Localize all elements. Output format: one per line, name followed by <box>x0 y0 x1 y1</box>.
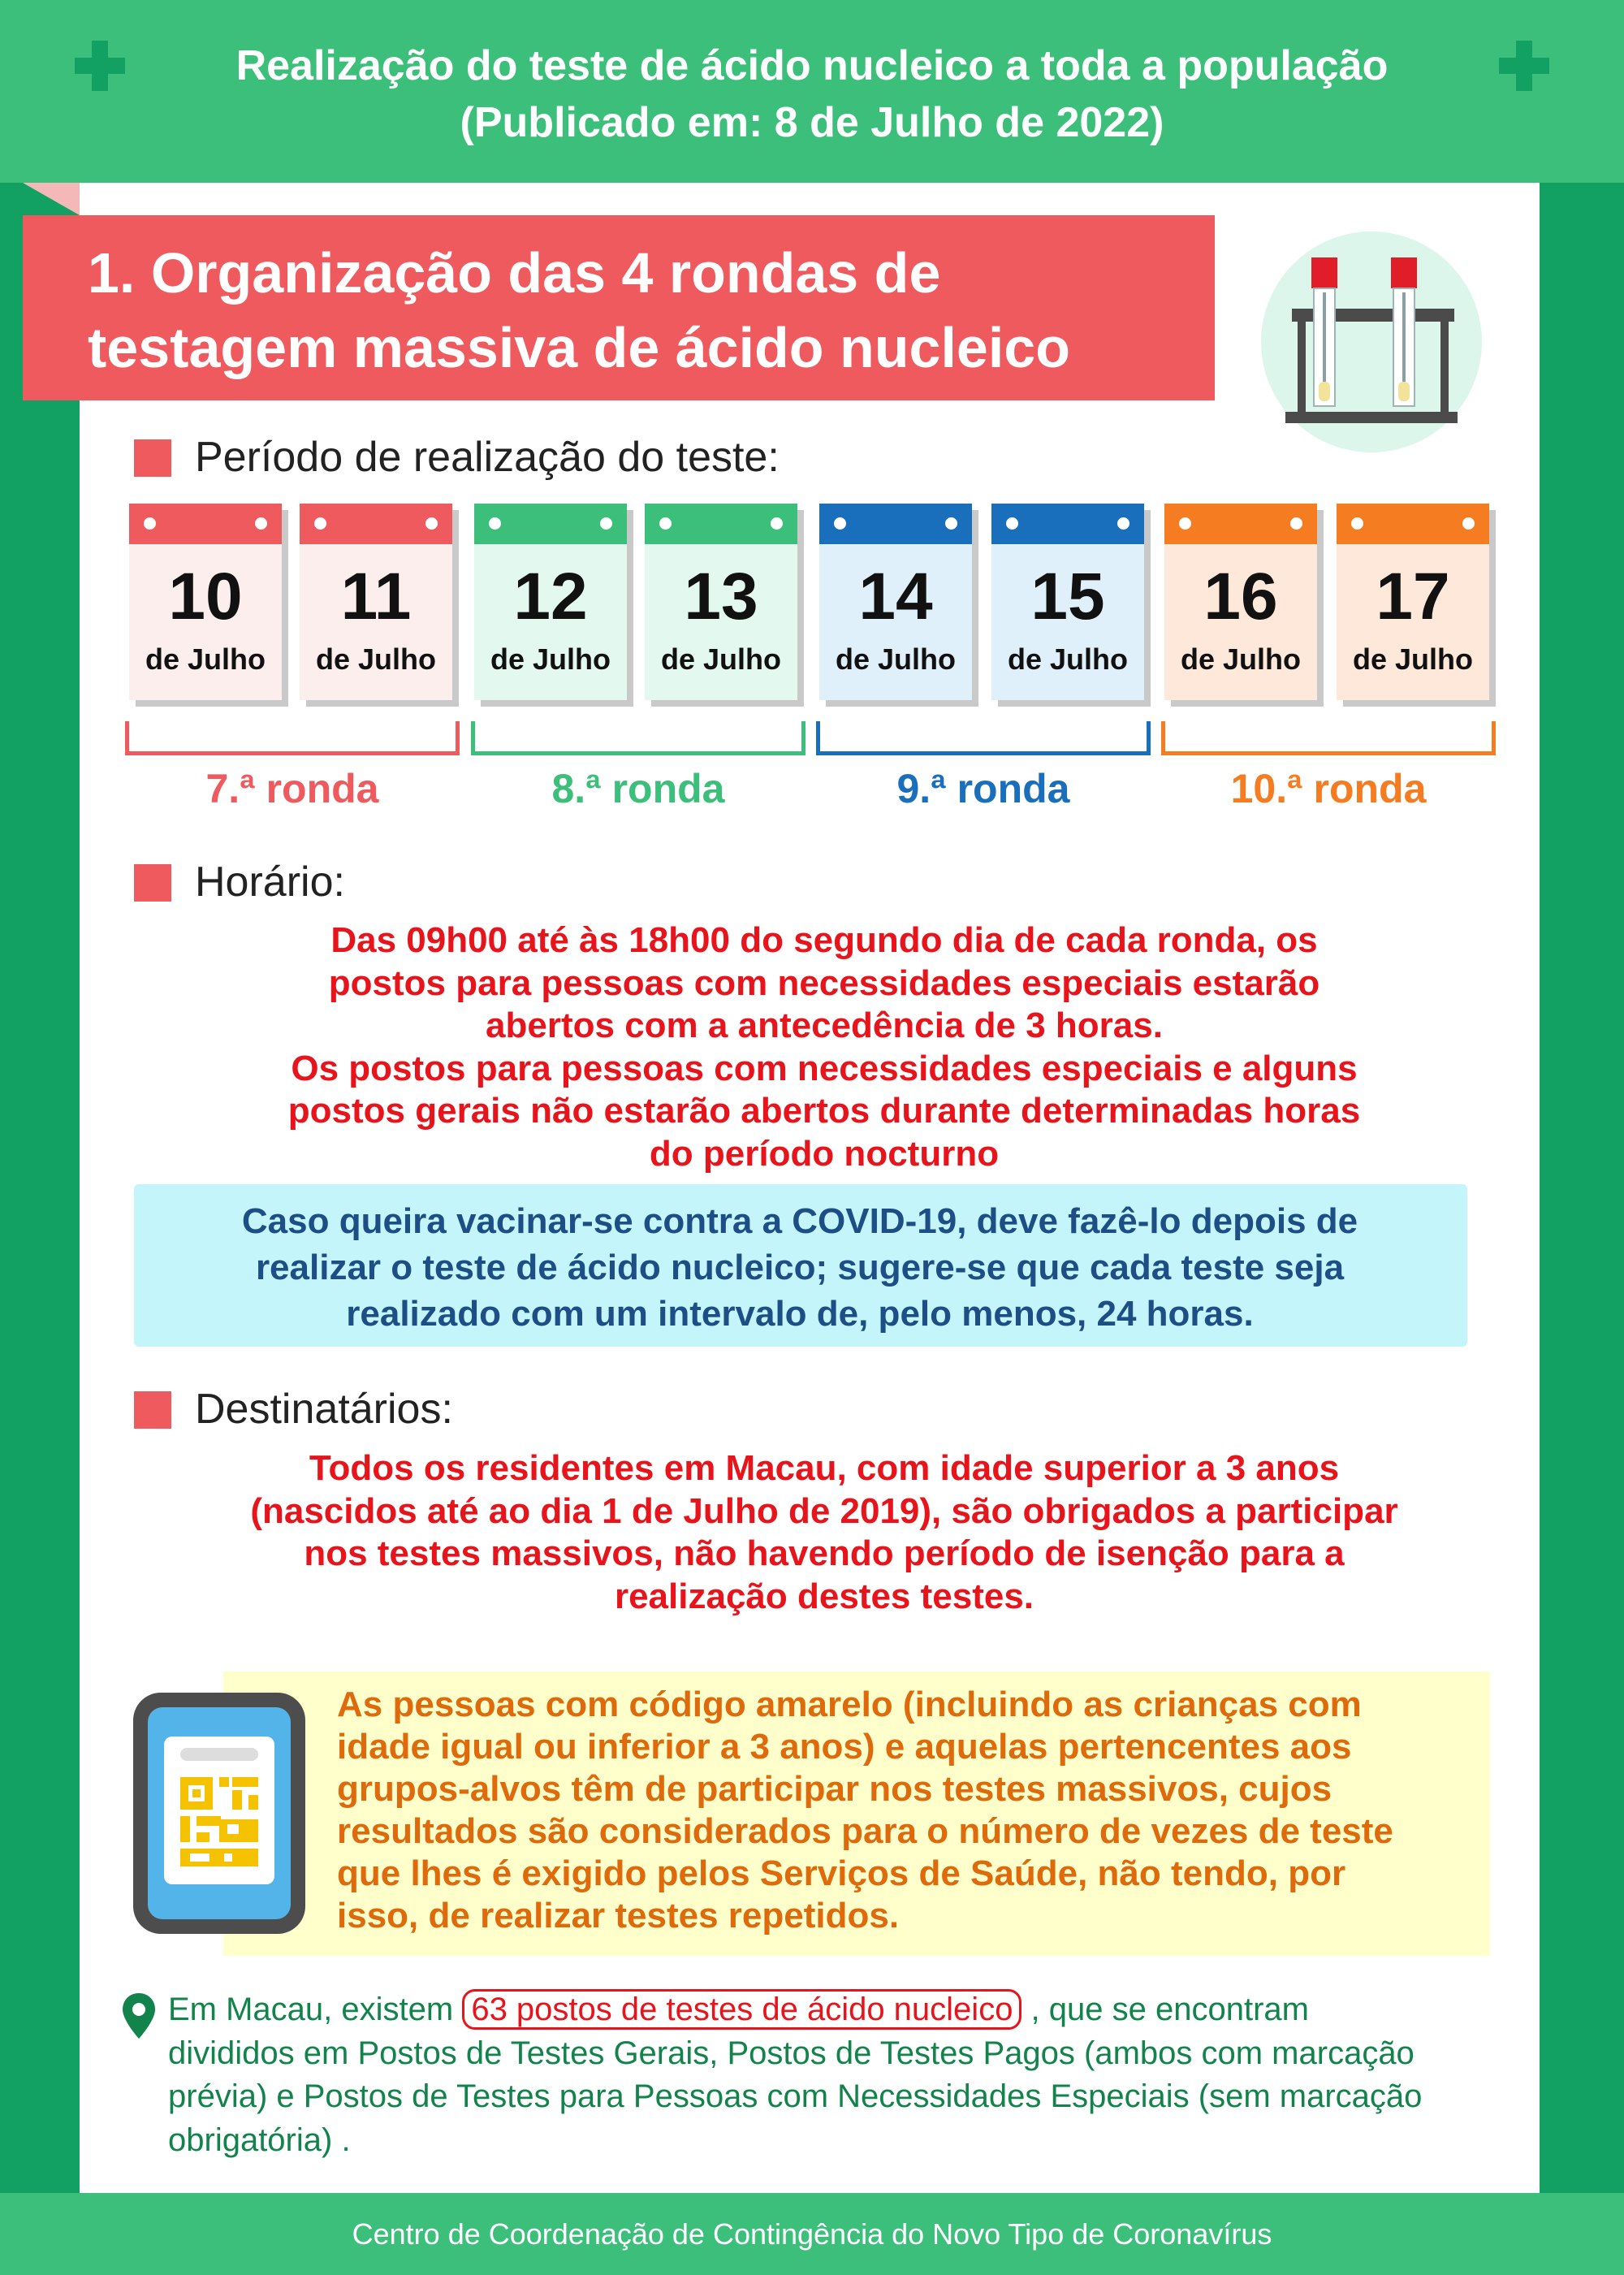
calendar-day <box>819 504 972 700</box>
round-bracket <box>471 721 806 755</box>
schedule-line: do período nocturno <box>649 1133 1000 1174</box>
calendar-month: de Julho <box>1352 642 1473 676</box>
calendar-header <box>129 504 282 544</box>
calendar-day <box>1337 504 1489 700</box>
schedule-line: Os postos para pessoas com necessidades especiais e alguns <box>291 1048 1358 1088</box>
locations-line2: divididos em Postos de Testes Gerais, Postos de Testes Pagos (ambos com marcação <box>168 2035 1415 2071</box>
vaccine-note-line: Caso queira vacinar-se contra a COVID-19, deve fazê-lo depois de <box>241 1201 1358 1241</box>
calendar-header <box>819 504 972 544</box>
locations-suffix: , que se encontram <box>1021 1992 1309 2027</box>
calendar-ring-dot <box>1462 517 1475 530</box>
recipients-line: nos testes massivos, não havendo período de isenção para a <box>304 1533 1345 1573</box>
calendar-day-number: 16 <box>1203 560 1278 634</box>
schedule-line: postos gerais não estarão abertos durante determinadas horas <box>287 1091 1361 1131</box>
calendar-month: de Julho <box>145 642 266 676</box>
calendar-ring-dot <box>659 517 672 530</box>
round-label: 9.ª ronda <box>896 766 1070 811</box>
calendar-ring-dot <box>489 517 501 530</box>
locations-line1 <box>168 1988 1492 2032</box>
publish-date: (Publicado em: 8 de Julho de 2022) <box>460 99 1164 146</box>
calendar-ring-dot <box>945 517 957 530</box>
calendar-day-number: 15 <box>1030 560 1105 634</box>
calendar-header <box>300 504 452 544</box>
yellow-note-line: idade igual ou inferior a 3 anos) e aquelas pertencentes aos <box>337 1727 1352 1767</box>
calendar-header <box>1337 504 1489 544</box>
calendar-ring-dot <box>1290 517 1302 530</box>
calendar-day <box>1164 504 1317 700</box>
calendar-day-number: 14 <box>858 560 933 634</box>
calendar-day-number: 10 <box>168 560 243 634</box>
phone-qr-code-icon <box>130 1689 309 1937</box>
recipients-heading: Destinatários: <box>195 1386 453 1433</box>
test-tube-rack-icon <box>1261 231 1482 452</box>
bullet-period <box>134 439 171 477</box>
calendar-ring-dot <box>771 517 783 530</box>
calendar-ring-dot <box>1006 517 1018 530</box>
calendar-ring-dot <box>1351 517 1363 530</box>
schedule-text <box>162 919 1486 1175</box>
bullet-recipients <box>134 1391 171 1429</box>
calendar-header <box>1164 504 1317 544</box>
section-title-line1: 1. Organização das 4 rondas de <box>88 241 941 305</box>
calendar-month: de Julho <box>490 642 611 676</box>
locations-prefix: Em Macau, existem <box>168 1992 463 2027</box>
calendar-month: de Julho <box>315 642 436 676</box>
calendar-ring-dot <box>1179 517 1191 530</box>
calendar-ring-dot <box>600 517 612 530</box>
recipients-line: (nascidos até ao dia 1 de Julho de 2019), são obrigados a participar <box>250 1490 1398 1531</box>
calendar-ring-dot <box>144 517 156 530</box>
vaccine-note-text <box>162 1198 1437 1337</box>
round-bracket <box>1161 721 1496 755</box>
banner-fold <box>23 183 80 215</box>
recipients-line: Todos os residentes em Macau, com idade superior a 3 anos <box>309 1448 1340 1488</box>
bullet-schedule <box>134 864 171 902</box>
locations-line3: prévia) e Postos de Testes para Pessoas com Necessidades Especiais (sem marcação <box>168 2078 1423 2114</box>
calendar-day-number: 11 <box>340 560 412 634</box>
calendar-day-number: 12 <box>513 560 588 634</box>
page-title-line1: Realização do teste de ácido nucleico a toda a população <box>235 42 1389 89</box>
calendar-day-number: 17 <box>1376 560 1450 634</box>
calendar-day <box>991 504 1144 700</box>
calendar-header <box>991 504 1144 544</box>
calendar-day <box>474 504 627 700</box>
calendar-month: de Julho <box>1007 642 1128 676</box>
calendar-day <box>129 504 282 700</box>
vaccine-note-line: realizar o teste de ácido nucleico; sugere-se que cada teste seja <box>255 1248 1345 1287</box>
round-bracket <box>816 721 1151 755</box>
yellow-note-line: isso, de realizar testes repetidos. <box>337 1896 900 1935</box>
calendar-month: de Julho <box>1180 642 1301 676</box>
round-label: 10.ª ronda <box>1230 766 1427 811</box>
calendar-header <box>645 504 797 544</box>
locations-line4: obrigatória) . <box>168 2121 351 2158</box>
yellow-note-line: grupos-alvos têm de participar nos testes massivos, cujos <box>337 1769 1332 1809</box>
yellow-note-line: resultados são considerados para o número de vezes de teste <box>337 1811 1393 1851</box>
calendar-header <box>474 504 627 544</box>
calendar-ring-dot <box>314 517 326 530</box>
yellow-note-line: que lhes é exigido pelos Serviços de Saúde, não tendo, por <box>337 1853 1346 1893</box>
footer-text: Centro de Coordenação de Contingência do Novo Tipo de Coronavírus <box>352 2217 1272 2251</box>
round-label: 8.ª ronda <box>551 766 725 811</box>
calendar-day-number: 13 <box>684 560 758 634</box>
calendar-ring-dot <box>425 517 438 530</box>
section-title-line2: testagem massiva de ácido nucleico <box>88 316 1070 379</box>
period-heading: Período de realização do teste: <box>195 434 780 481</box>
section-title <box>88 236 1224 385</box>
yellow-code-note-text <box>337 1684 1474 1937</box>
page-title <box>0 37 1624 151</box>
schedule-line: postos para pessoas com necessidades especiais estarão <box>328 962 1320 1003</box>
recipients-line: realização destes testes. <box>614 1576 1034 1616</box>
schedule-line: Das 09h00 até às 18h00 do segundo dia de cada ronda, os <box>330 920 1318 960</box>
calendar-ring-dot <box>255 517 267 530</box>
schedule-line: abertos com a antecedência de 3 horas. <box>486 1006 1163 1045</box>
calendar-ring-dot <box>1117 517 1129 530</box>
calendar-month: de Julho <box>660 642 781 676</box>
locations-text <box>168 1988 1492 2162</box>
schedule-heading: Horário: <box>195 859 345 906</box>
recipients-text <box>162 1447 1486 1618</box>
round-bracket <box>125 721 460 755</box>
calendar-day <box>300 504 452 700</box>
calendar-month: de Julho <box>835 642 956 676</box>
yellow-note-line: As pessoas com código amarelo (incluindo as crianças com <box>337 1685 1362 1724</box>
testing-posts-count-highlight: 63 postos de testes de ácido nucleico <box>462 1989 1021 2030</box>
round-label: 7.ª ronda <box>205 766 379 811</box>
calendar-ring-dot <box>834 517 846 530</box>
location-pin-icon <box>120 1992 158 2042</box>
vaccine-note-line: realizado com um intervalo de, pelo menos, 24 horas. <box>346 1294 1254 1334</box>
calendar-day <box>645 504 797 700</box>
